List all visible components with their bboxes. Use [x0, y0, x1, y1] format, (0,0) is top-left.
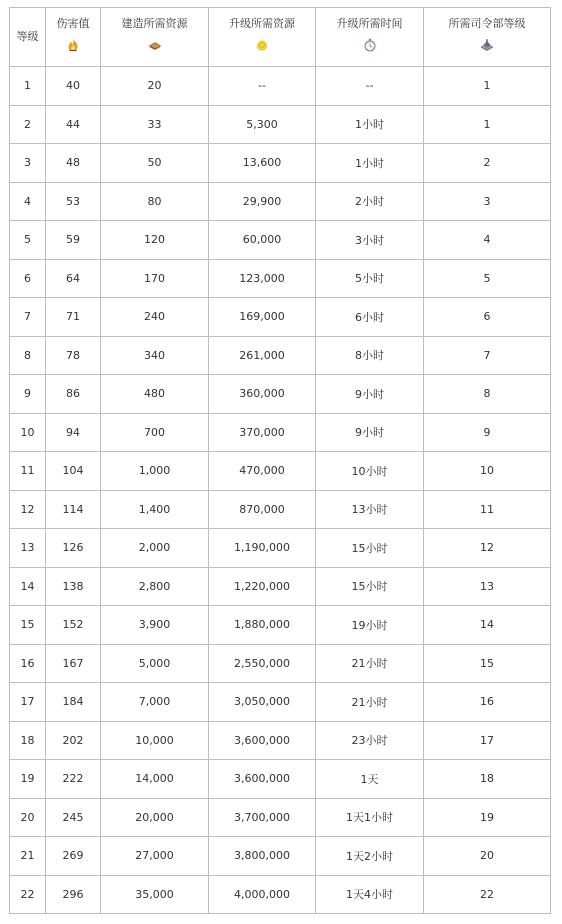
cell-upgrade-time: 8小时 — [316, 336, 424, 375]
cell-hq-level: 19 — [424, 798, 551, 837]
cell-build-cost: 14,000 — [101, 760, 209, 799]
cell-level: 1 — [10, 67, 46, 106]
cell-hq-level: 11 — [424, 490, 551, 529]
table-row — [10, 413, 551, 452]
cell-level: 20 — [10, 798, 46, 837]
table-row — [10, 144, 551, 183]
cell-level: 13 — [10, 529, 46, 568]
table-row — [10, 259, 551, 298]
table-row — [10, 375, 551, 414]
cell-upgrade-cost: 3,050,000 — [209, 683, 316, 722]
cell-damage: 296 — [46, 875, 101, 914]
table-row — [10, 529, 551, 568]
level-stats-table-container — [9, 7, 551, 914]
headquarters-icon — [480, 38, 494, 52]
level-stats-table — [9, 7, 551, 914]
cell-hq-level: 14 — [424, 606, 551, 645]
cell-upgrade-time: 10小时 — [316, 452, 424, 491]
cell-hq-level: 20 — [424, 837, 551, 876]
cell-hq-level: 6 — [424, 298, 551, 337]
cell-damage: 152 — [46, 606, 101, 645]
cell-upgrade-cost: 5,300 — [209, 105, 316, 144]
table-row — [10, 875, 551, 914]
cell-build-cost: 1,400 — [101, 490, 209, 529]
cell-build-cost: 10,000 — [101, 721, 209, 760]
cell-level: 17 — [10, 683, 46, 722]
table-row — [10, 336, 551, 375]
cell-build-cost: 27,000 — [101, 837, 209, 876]
header-hq-level-label: 所需司令部等级 — [448, 17, 526, 30]
cell-damage: 40 — [46, 67, 101, 106]
cell-level: 11 — [10, 452, 46, 491]
header-hq-level — [424, 8, 551, 67]
header-upgrade-time-label: 升级所需时间 — [336, 17, 403, 30]
cell-upgrade-time: 6小时 — [316, 298, 424, 337]
cell-upgrade-cost: 3,800,000 — [209, 837, 316, 876]
cell-damage: 44 — [46, 105, 101, 144]
cell-upgrade-time: 21小时 — [316, 683, 424, 722]
cell-upgrade-cost: 1,880,000 — [209, 606, 316, 645]
cell-upgrade-cost: 470,000 — [209, 452, 316, 491]
cell-damage: 94 — [46, 413, 101, 452]
cell-hq-level: 18 — [424, 760, 551, 799]
cell-level: 19 — [10, 760, 46, 799]
cell-upgrade-time: 19小时 — [316, 606, 424, 645]
cell-hq-level: 12 — [424, 529, 551, 568]
cell-upgrade-cost: 60,000 — [209, 221, 316, 260]
cell-damage: 78 — [46, 336, 101, 375]
table-body — [10, 67, 551, 914]
table-row — [10, 67, 551, 106]
gold-coin-icon — [255, 38, 269, 52]
cell-level: 8 — [10, 336, 46, 375]
cell-upgrade-cost: 360,000 — [209, 375, 316, 414]
cell-level: 21 — [10, 837, 46, 876]
cell-level: 12 — [10, 490, 46, 529]
cell-level: 4 — [10, 182, 46, 221]
cell-build-cost: 240 — [101, 298, 209, 337]
cell-upgrade-time: 21小时 — [316, 644, 424, 683]
table-row — [10, 837, 551, 876]
cell-hq-level: 2 — [424, 144, 551, 183]
wood-resource-icon — [148, 38, 162, 52]
table-row — [10, 644, 551, 683]
cell-upgrade-time: 1天2小时 — [316, 837, 424, 876]
cell-upgrade-time: 1天4小时 — [316, 875, 424, 914]
cell-build-cost: 80 — [101, 182, 209, 221]
cell-upgrade-cost: 3,600,000 — [209, 760, 316, 799]
cell-level: 15 — [10, 606, 46, 645]
cell-damage: 53 — [46, 182, 101, 221]
table-row — [10, 567, 551, 606]
cell-level: 6 — [10, 259, 46, 298]
header-damage-label: 伤害值 — [56, 17, 90, 30]
cell-hq-level: 15 — [424, 644, 551, 683]
cell-damage: 245 — [46, 798, 101, 837]
cell-upgrade-cost: 1,190,000 — [209, 529, 316, 568]
header-level-label: 等级 — [16, 30, 39, 43]
header-upgrade-cost-label: 升级所需资源 — [229, 17, 295, 30]
cell-upgrade-time: 2小时 — [316, 182, 424, 221]
cell-hq-level: 7 — [424, 336, 551, 375]
header-damage — [46, 8, 101, 67]
cell-build-cost: 3,900 — [101, 606, 209, 645]
header-build-cost-label: 建造所需资源 — [121, 17, 188, 30]
cell-upgrade-time: 3小时 — [316, 221, 424, 260]
cell-upgrade-cost: 13,600 — [209, 144, 316, 183]
cell-upgrade-cost: 169,000 — [209, 298, 316, 337]
cell-damage: 71 — [46, 298, 101, 337]
cell-build-cost: 2,000 — [101, 529, 209, 568]
cell-hq-level: 10 — [424, 452, 551, 491]
cell-damage: 104 — [46, 452, 101, 491]
cell-build-cost: 480 — [101, 375, 209, 414]
cell-hq-level: 17 — [424, 721, 551, 760]
cell-hq-level: 5 — [424, 259, 551, 298]
cell-upgrade-time: 9小时 — [316, 375, 424, 414]
fire-icon — [66, 38, 80, 52]
cell-upgrade-time: 1小时 — [316, 105, 424, 144]
cell-build-cost: 170 — [101, 259, 209, 298]
cell-upgrade-cost: -- — [209, 67, 316, 106]
cell-upgrade-time: 23小时 — [316, 721, 424, 760]
cell-build-cost: 20,000 — [101, 798, 209, 837]
table-row — [10, 221, 551, 260]
table-header — [10, 8, 551, 67]
stopwatch-icon — [363, 38, 377, 52]
cell-upgrade-cost: 370,000 — [209, 413, 316, 452]
table-row — [10, 490, 551, 529]
cell-upgrade-time: 9小时 — [316, 413, 424, 452]
cell-level: 7 — [10, 298, 46, 337]
cell-hq-level: 8 — [424, 375, 551, 414]
cell-damage: 202 — [46, 721, 101, 760]
header-build-cost — [101, 8, 209, 67]
table-row — [10, 182, 551, 221]
cell-build-cost: 5,000 — [101, 644, 209, 683]
cell-upgrade-cost: 2,550,000 — [209, 644, 316, 683]
cell-damage: 138 — [46, 567, 101, 606]
table-row — [10, 721, 551, 760]
cell-build-cost: 33 — [101, 105, 209, 144]
cell-upgrade-time: 1天1小时 — [316, 798, 424, 837]
table-row — [10, 683, 551, 722]
cell-hq-level: 1 — [424, 105, 551, 144]
cell-hq-level: 16 — [424, 683, 551, 722]
cell-damage: 59 — [46, 221, 101, 260]
cell-build-cost: 1,000 — [101, 452, 209, 491]
table-row — [10, 452, 551, 491]
cell-level: 18 — [10, 721, 46, 760]
cell-upgrade-time: -- — [316, 67, 424, 106]
header-upgrade-time — [316, 8, 424, 67]
header-upgrade-cost — [209, 8, 316, 67]
cell-upgrade-time: 1小时 — [316, 144, 424, 183]
cell-hq-level: 1 — [424, 67, 551, 106]
table-row — [10, 760, 551, 799]
cell-level: 9 — [10, 375, 46, 414]
cell-level: 5 — [10, 221, 46, 260]
cell-upgrade-cost: 3,700,000 — [209, 798, 316, 837]
cell-upgrade-cost: 261,000 — [209, 336, 316, 375]
cell-damage: 64 — [46, 259, 101, 298]
cell-hq-level: 9 — [424, 413, 551, 452]
table-row — [10, 798, 551, 837]
table-row — [10, 298, 551, 337]
cell-hq-level: 4 — [424, 221, 551, 260]
table-row — [10, 606, 551, 645]
cell-build-cost: 7,000 — [101, 683, 209, 722]
cell-level: 14 — [10, 567, 46, 606]
cell-build-cost: 50 — [101, 144, 209, 183]
cell-damage: 86 — [46, 375, 101, 414]
cell-upgrade-time: 15小时 — [316, 567, 424, 606]
cell-build-cost: 35,000 — [101, 875, 209, 914]
cell-upgrade-cost: 29,900 — [209, 182, 316, 221]
cell-damage: 167 — [46, 644, 101, 683]
cell-upgrade-cost: 870,000 — [209, 490, 316, 529]
cell-upgrade-time: 5小时 — [316, 259, 424, 298]
cell-level: 2 — [10, 105, 46, 144]
cell-build-cost: 120 — [101, 221, 209, 260]
cell-upgrade-time: 1天 — [316, 760, 424, 799]
cell-damage: 114 — [46, 490, 101, 529]
cell-level: 16 — [10, 644, 46, 683]
cell-damage: 126 — [46, 529, 101, 568]
cell-damage: 222 — [46, 760, 101, 799]
cell-level: 22 — [10, 875, 46, 914]
cell-upgrade-time: 15小时 — [316, 529, 424, 568]
cell-hq-level: 22 — [424, 875, 551, 914]
header-level — [10, 8, 46, 67]
cell-upgrade-cost: 4,000,000 — [209, 875, 316, 914]
cell-build-cost: 700 — [101, 413, 209, 452]
cell-build-cost: 20 — [101, 67, 209, 106]
cell-build-cost: 340 — [101, 336, 209, 375]
cell-hq-level: 3 — [424, 182, 551, 221]
cell-upgrade-cost: 3,600,000 — [209, 721, 316, 760]
cell-upgrade-time: 13小时 — [316, 490, 424, 529]
cell-upgrade-cost: 1,220,000 — [209, 567, 316, 606]
cell-damage: 48 — [46, 144, 101, 183]
header-row — [10, 8, 551, 67]
cell-damage: 184 — [46, 683, 101, 722]
table-row — [10, 105, 551, 144]
cell-upgrade-cost: 123,000 — [209, 259, 316, 298]
cell-level: 10 — [10, 413, 46, 452]
cell-damage: 269 — [46, 837, 101, 876]
cell-hq-level: 13 — [424, 567, 551, 606]
cell-level: 3 — [10, 144, 46, 183]
cell-build-cost: 2,800 — [101, 567, 209, 606]
